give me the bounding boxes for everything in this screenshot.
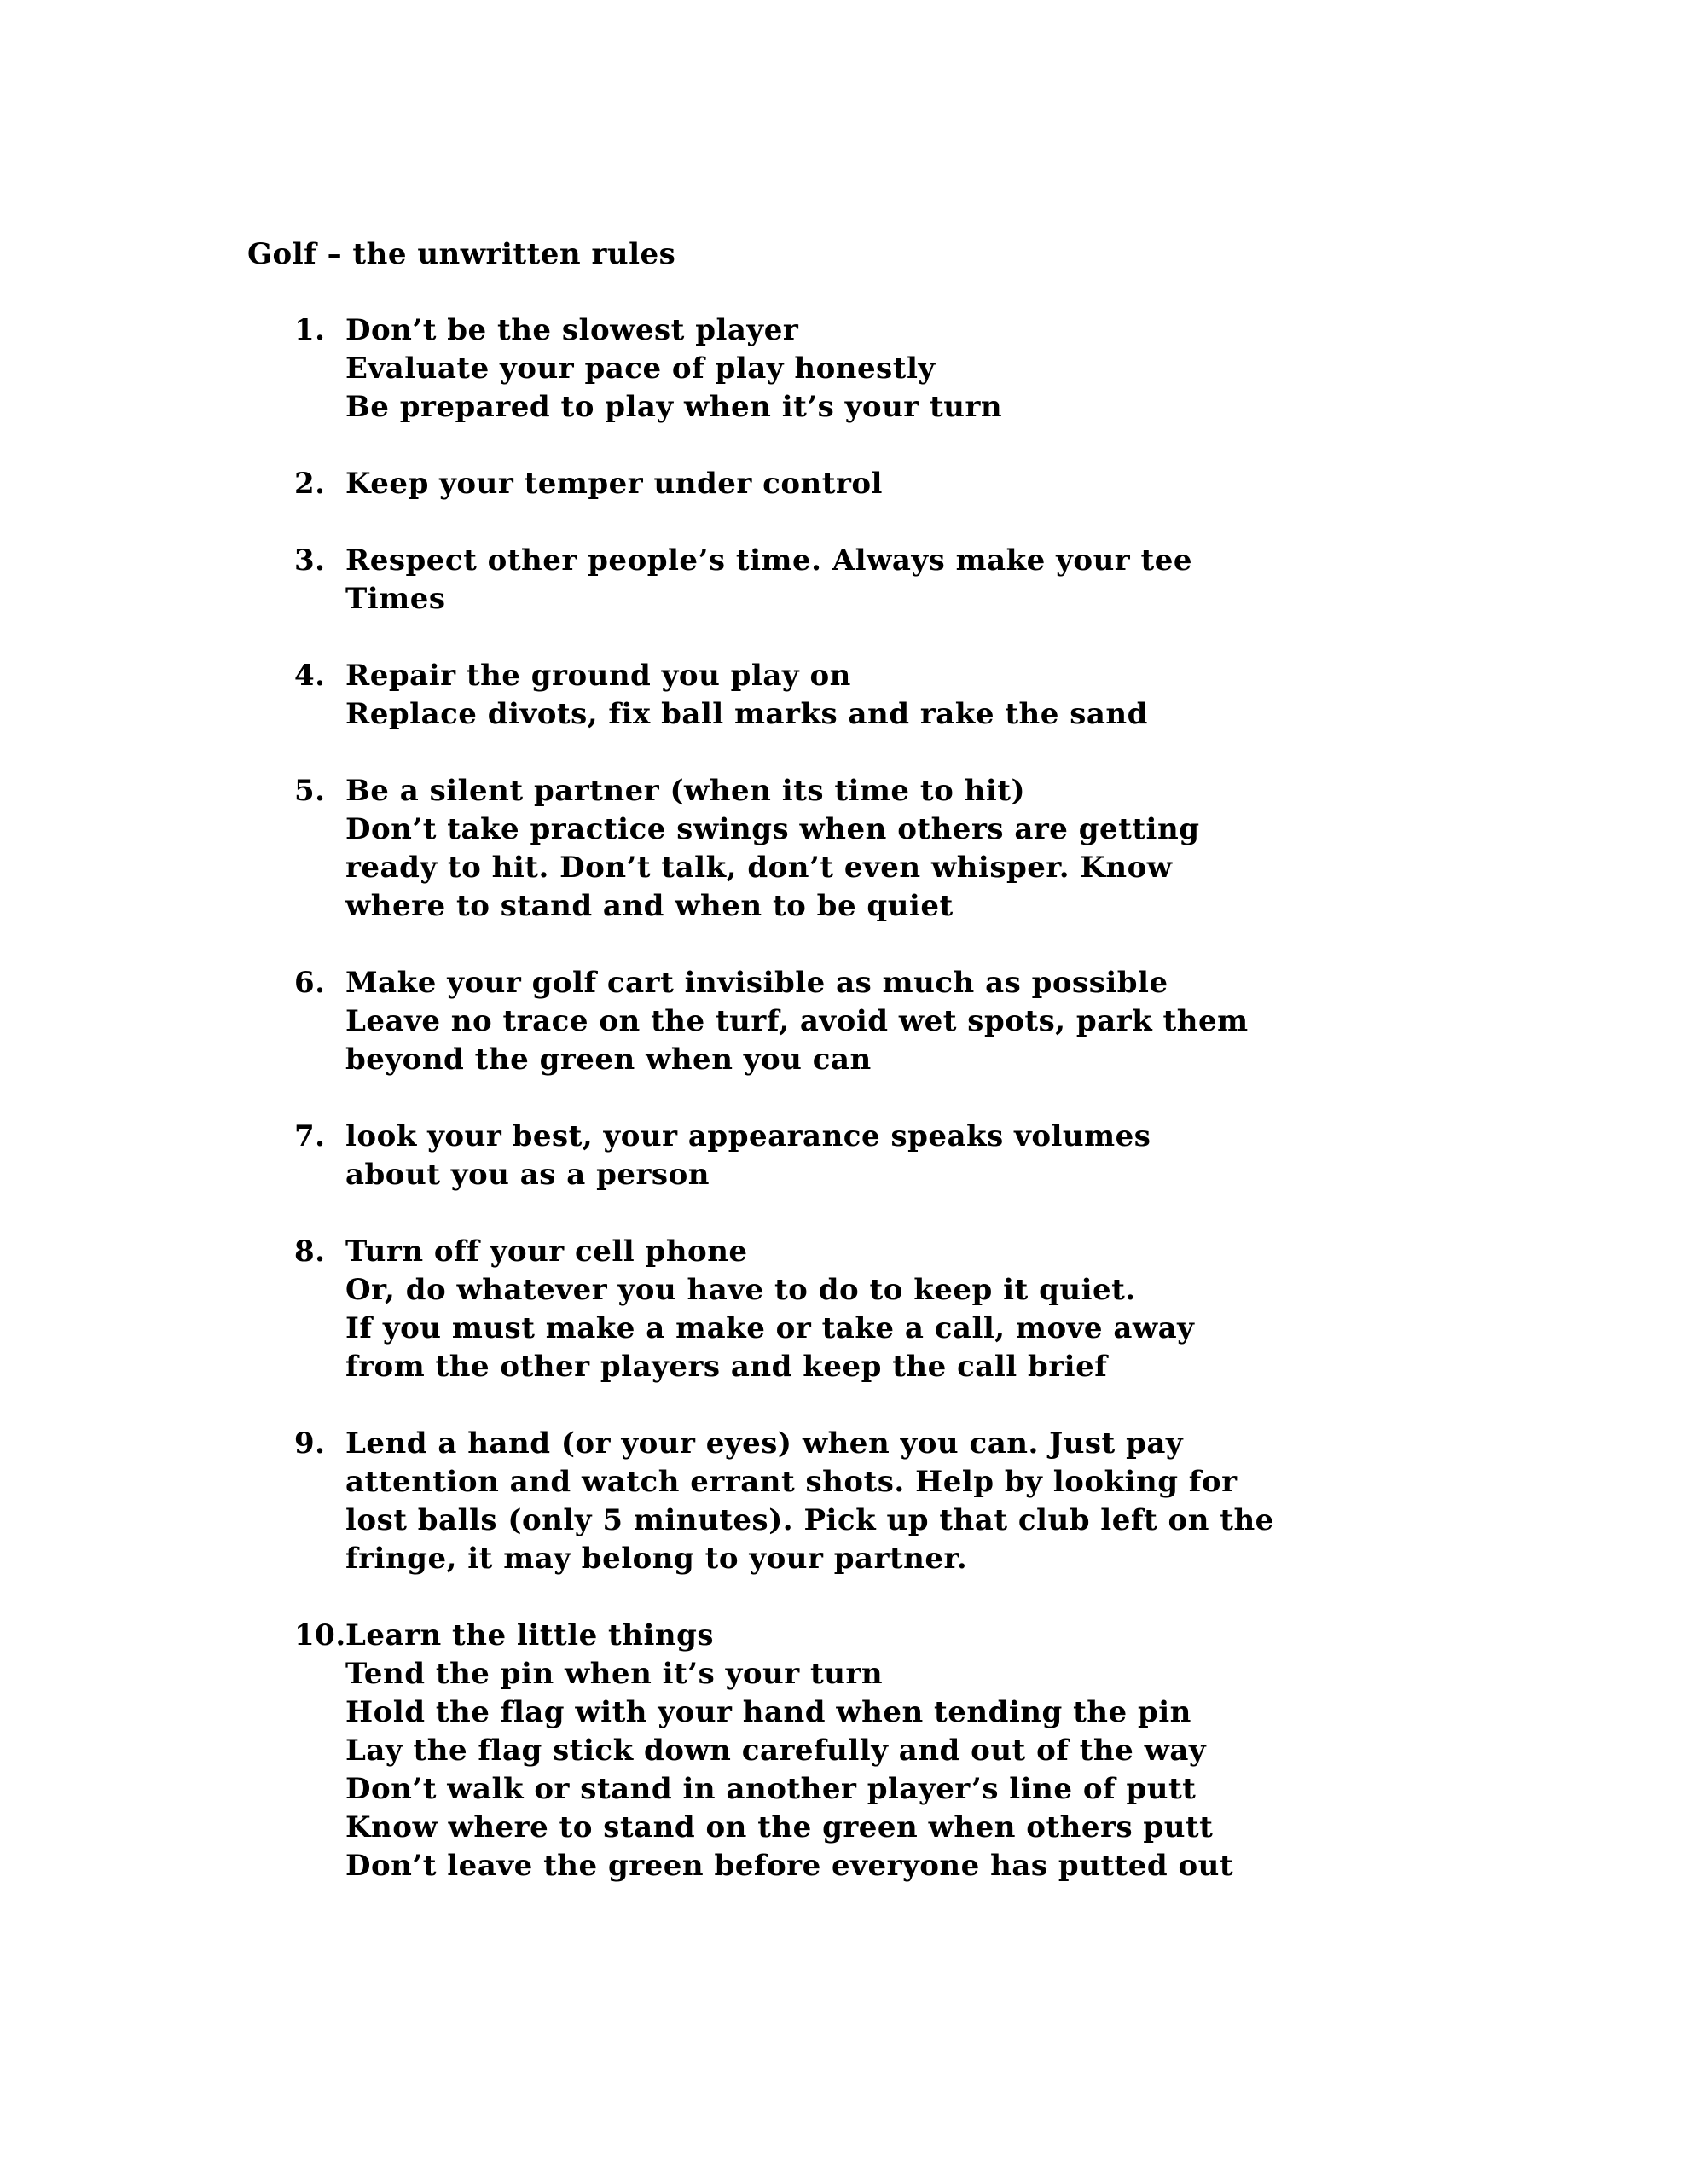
rule-item	[294, 964, 1488, 1079]
rule-text-line: Tend the pin when it’s your turn	[345, 1657, 884, 1691]
rule-text-line: Times	[345, 582, 446, 616]
rule-text-line: Know where to stand on the green when others putt	[345, 1810, 1214, 1844]
rule-text-line: Hold the flag with your hand when tending the pin	[345, 1695, 1191, 1729]
document-title: Golf – the unwritten rules	[247, 237, 676, 271]
rule-item	[294, 542, 1488, 619]
rule-text-line: lost balls (only 5 minutes). Pick up that club left on the	[345, 1503, 1274, 1537]
rule-number: 10.	[294, 1618, 346, 1653]
rule-text-line: Don’t be the slowest player	[345, 313, 799, 347]
rule-text-line: Leave no trace on the turf, avoid wet spots, park them	[345, 1004, 1249, 1038]
rule-text-line: Respect other people’s time. Always make your tee	[345, 543, 1193, 578]
rule-item	[294, 1425, 1488, 1578]
rule-number: 7.	[294, 1119, 326, 1153]
rule-number: 3.	[294, 543, 326, 578]
rule-text-line: Don’t take practice swings when others are getting	[345, 812, 1200, 846]
rule-text-line: look your best, your appearance speaks volumes	[345, 1119, 1151, 1153]
rule-text-line: Lay the flag stick down carefully and out of the way	[345, 1734, 1207, 1768]
rule-number: 6.	[294, 966, 326, 1000]
rule-text-line: Repair the ground you play on	[345, 659, 851, 693]
rule-number: 9.	[294, 1426, 326, 1461]
rule-text-line: Or, do whatever you have to do to keep it quiet.	[345, 1273, 1136, 1307]
rule-number: 2.	[294, 467, 326, 501]
rule-text-line: Turn off your cell phone	[345, 1234, 748, 1269]
rule-item	[294, 1617, 1488, 1885]
rule-item	[294, 657, 1488, 734]
rule-item	[294, 772, 1488, 926]
rule-item	[294, 311, 1488, 427]
rule-text-line: If you must make a make or take a call, move away	[345, 1311, 1195, 1345]
rule-item	[294, 1233, 1488, 1386]
rule-text-line: fringe, it may belong to your partner.	[345, 1542, 968, 1576]
rule-text-line: Evaluate your pace of play honestly	[345, 351, 936, 386]
rule-text-line: Lend a hand (or your eyes) when you can. Just pay	[345, 1426, 1184, 1461]
rule-text-line: Don’t leave the green before everyone has putted out	[345, 1849, 1234, 1883]
rule-text-line: Replace divots, fix ball marks and rake the sand	[345, 697, 1148, 731]
rule-number: 1.	[294, 313, 326, 347]
rule-text-line: about you as a person	[345, 1158, 710, 1192]
rule-text-line: Be prepared to play when it’s your turn	[345, 390, 1003, 424]
rule-text-line: beyond the green when you can	[345, 1043, 872, 1077]
rule-item	[294, 1118, 1488, 1194]
rule-number: 5.	[294, 774, 326, 808]
rule-item	[294, 465, 1488, 503]
rules-list	[294, 311, 1488, 1924]
rule-text-line: from the other players and keep the call brief	[345, 1350, 1108, 1384]
rule-text-line: Don’t walk or stand in another player’s line of putt	[345, 1772, 1197, 1806]
rule-text-line: Keep your temper under control	[345, 467, 883, 501]
rule-text-line: Make your golf cart invisible as much as possible	[345, 966, 1168, 1000]
rule-text-line: Be a silent partner (when its time to hit)	[345, 774, 1026, 808]
rule-text-line: Learn the little things	[345, 1618, 715, 1653]
rule-text-line: ready to hit. Don’t talk, don’t even whisper. Know	[345, 851, 1173, 885]
rule-text-line: where to stand and when to be quiet	[345, 889, 954, 923]
rule-number: 8.	[294, 1234, 326, 1269]
rule-text-line: attention and watch errant shots. Help by looking for	[345, 1465, 1238, 1499]
rule-number: 4.	[294, 659, 326, 693]
